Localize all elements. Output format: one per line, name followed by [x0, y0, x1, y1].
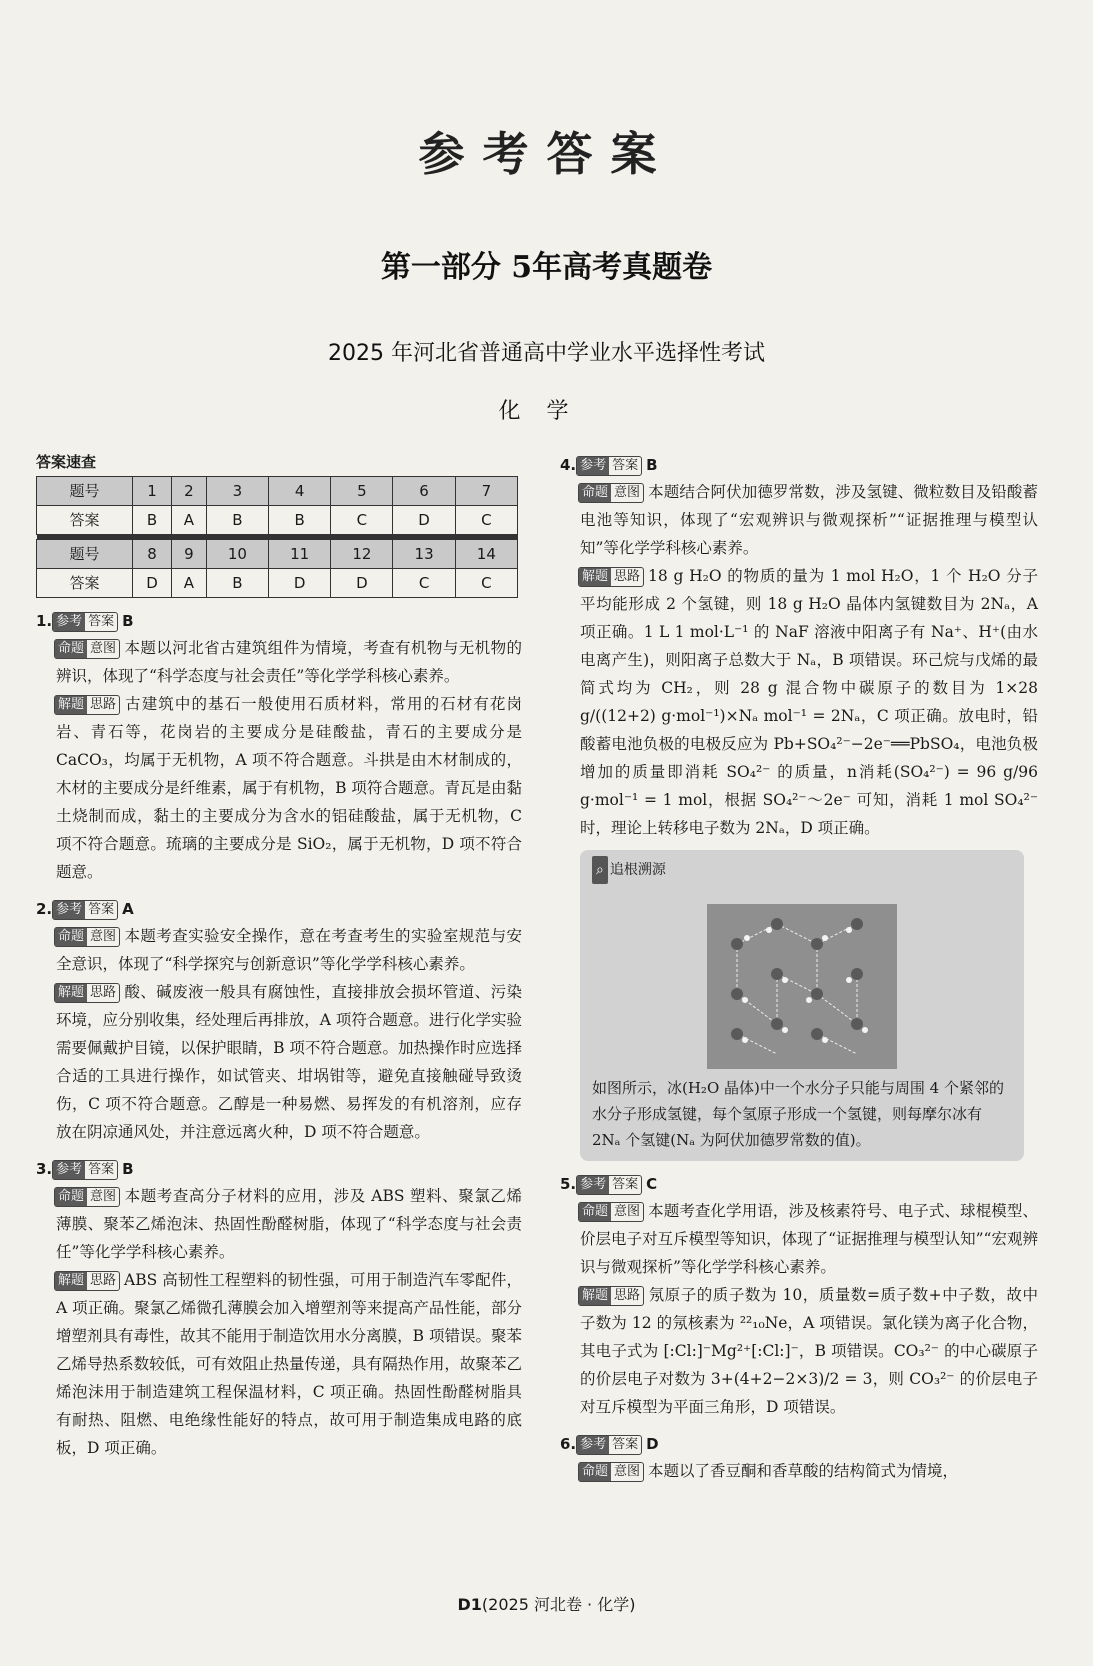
ref-answer-tag: 参考 答案 [52, 1160, 118, 1180]
ref-answer-tag: 参考 答案 [52, 612, 118, 632]
solve-tag: 解题 思路 [578, 1286, 644, 1306]
solve-paragraph: 解题 思路 ABS 高韧性工程塑料的韧性强，可用于制造汽车零配件，A 项正确。聚氯乙烯微孔薄膜会加入增塑剂等来提高产品性能，部分增塑剂具有毒性，故其不能用于制造饮用水分离膜，B 项错误。聚苯乙烯导热系数较低，可有效阻止热量传递，具有隔热作用，故聚苯乙烯泡沫用于制造建筑工程保温材料，C 项正确。热固性酚醛树脂具有耐热、阻燃、电绝缘性能好的特点，故可用于制造集成电路的底板，D 项正确。 [56, 1271, 522, 1457]
solve-tag: 解题 思路 [578, 567, 644, 587]
table-row: 答案 B A B B C D C [37, 506, 518, 535]
intent-paragraph: 命题 意图 本题结合阿伏加德罗常数，涉及氢键、微粒数目及铅酸蓄电池等知识，体现了“宏观辨识与微观探析”“证据推理与模型认知”等化学学科核心素养。 [580, 483, 1038, 557]
intent-paragraph: 命题 意图 本题以河北省古建筑组件为情境，考查有机物与无机物的辨识，体现了“科学态度与社会责任”等化学学科核心素养。 [56, 639, 522, 685]
table-row: 题号 1 2 3 4 5 6 7 [37, 477, 518, 506]
answer-letter: B [122, 1160, 134, 1178]
solve-paragraph: 解题 思路 氖原子的质子数为 10，质量数=质子数+中子数，故中子数为 12 的氖核素为 ²²₁₀Ne，A 项错误。氯化镁为离子化合物，其电子式为 [:Cl:]⁻Mg²⁺[:Cl:]⁻，B 项错误。CO₃²⁻ 的中心碳原子的价层电子对数为 3+(4+2−2×3)/2 = 3，则 CO₃²⁻ 的价层电子对互斥模型为平面三角形，D 项错误。 [580, 1286, 1038, 1416]
answer-letter: A [122, 900, 134, 918]
page-title: 参考答案 [418, 127, 675, 181]
intent-tag: 命题 意图 [578, 1202, 644, 1222]
ref-answer-tag: 参考 答案 [576, 1435, 642, 1455]
answer-speed-heading: 答案速查 [36, 453, 97, 471]
solve-tag: 解题 思路 [54, 695, 120, 715]
question-3: 3. 参考 答案 B 命题 意图 本题考查高分子材料的应用，涉及 ABS 塑料、聚氯乙烯薄膜、聚苯乙烯泡沫、热固性酚醛树脂，体现了“科学态度与社会责任”等化学学科核心素养。 解题 思路 ABS 高韧性工程塑料的韧性强，可用于制造汽车零配件，A 项正确。聚氯乙烯微孔薄膜会加入增塑剂等来提高产品性能，部分增塑剂具有毒性，故其不能用于制造饮用水分离膜，B 项错误。聚苯乙烯导热系数较低，可有效阻止热量传递，具有隔热作用，故聚苯乙烯泡沫用于制造建筑工程保温材料，C 项正确。热固性酚醛树脂具有耐热、阻燃、电绝缘性能好的特点，故可用于制造集成电路的底板，D 项正确。 [36, 1156, 522, 1462]
subject-title: 化学 [498, 399, 595, 424]
left-column [36, 452, 522, 1462]
answer-letter: C [646, 1175, 658, 1193]
right-column [560, 452, 1038, 1485]
ice-crystal-image [707, 904, 897, 1069]
solve-tag: 解题 思路 [54, 983, 120, 1003]
page-code: D1 [457, 1595, 482, 1614]
solve-tag: 解题 思路 [54, 1271, 120, 1291]
answer-letter: B [122, 612, 134, 630]
intent-paragraph: 命题 意图 本题考查化学用语，涉及核素符号、电子式、球棍模型、价层电子对互斥模型等知识，体现了“证据推理与模型认知”“宏观辨识与微观探析”等化学学科核心素养。 [580, 1202, 1038, 1276]
table-row: 题号 8 9 10 11 12 13 14 [37, 540, 518, 569]
trace-text: 如图所示，冰(H₂O 晶体)中一个水分子只能与周围 4 个紧邻的水分子形成氢键，每个氢原子形成一个氢键，则每摩尔冰有 2Nₐ 个氢键(Nₐ 为阿伏加德罗常数的值)。 [592, 1079, 1004, 1149]
ref-answer-tag: 参考 答案 [576, 456, 642, 476]
page-footer [0, 1592, 1093, 1615]
magnifier-icon: ⌕ [592, 856, 608, 884]
exam-title: 2025 年河北省普通高中学业水平选择性考试 [328, 341, 765, 366]
intent-tag: 命题 意图 [54, 927, 120, 947]
question-6: 6. 参考 答案 D 命题 意图 本题以了香豆酮和香草酸的结构简式为情境， [560, 1431, 1038, 1485]
answer-table [36, 476, 518, 598]
trace-box [580, 850, 1024, 1161]
solve-paragraph: 解题 思路 18 g H₂O 的物质的量为 1 mol H₂O，1 个 H₂O 分子平均能形成 2 个氢键，则 18 g H₂O 晶体内氢键数目为 2Nₐ，A 项正确。1 L 1 mol·L⁻¹ 的 NaF 溶液中阳离子有 Na⁺、H⁺(由水电离产生)，则阳离子总数大于 Nₐ，B 项错误。环己烷与戊烯的最简式均为 CH₂，则 28 g 混合物中碳原子的数目为 1×28 g/((12+2) g·mol⁻¹)×Nₐ mol⁻¹ = 2Nₐ，C 项正确。放电时，铅酸蓄电池负极的电极反应为 Pb+SO₄²⁻−2e⁻══PbSO₄，电池负极增加的质量即消耗 SO₄²⁻ 的质量，n消耗(SO₄²⁻) = 96 g/96 g·mol⁻¹ = 1 mol，根据 SO₄²⁻～2e⁻ 可知，消耗 1 mol SO₄²⁻ 时，理论上转移电子数为 2Nₐ，D 项正确。 [580, 567, 1038, 837]
solve-paragraph: 解题 思路 酸、碱废液一般具有腐蚀性，直接排放会损坏管道、污染环境，应分别收集，经处理后再排放，A 项符合题意。进行化学实验需要佩戴护目镜，以保护眼睛，B 项不符合题意。加热操作时应选择合适的工具进行操作，如试管夹、坩埚钳等，避免直接触碰导致烫伤，C 项不符合题意。乙醇是一种易燃、易挥发的有机溶剂，应存放在阴凉通风处，并注意远离火种，D 项不符合题意。 [56, 983, 522, 1141]
question-2: 2. 参考 答案 A 命题 意图 本题考查实验安全操作，意在考查考生的实验室规范与安全意识，体现了“科学探究与创新意识”等化学学科核心素养。 解题 思路 酸、碱废液一般具有腐蚀性，直接排放会损坏管道、污染环境，应分别收集，经处理后再排放，A 项符合题意。进行化学实验需要佩戴护目镜，以保护眼睛，B 项不符合题意。加热操作时应选择合适的工具进行操作，如试管夹、坩埚钳等，避免直接触碰导致烫伤，C 项不符合题意。乙醇是一种易燃、易挥发的有机溶剂，应存放在阴凉通风处，并注意远离火种，D 项不符合题意。 [36, 896, 522, 1146]
trace-heading: ⌕ 追根溯源 [592, 856, 1012, 884]
page-info: (2025 河北卷 · 化学) [481, 1595, 636, 1614]
table-row: 答案 D A B D D C C [37, 569, 518, 598]
answer-letter: D [646, 1435, 659, 1453]
intent-tag: 命题 意图 [578, 1462, 644, 1482]
intent-tag: 命题 意图 [54, 1187, 120, 1207]
question-5: 5. 参考 答案 C 命题 意图 本题考查化学用语，涉及核素符号、电子式、球棍模型、价层电子对互斥模型等知识，体现了“证据推理与模型认知”“宏观辨识与微观探析”等化学学科核心素养。 解题 思路 氖原子的质子数为 10，质量数=质子数+中子数，故中子数为 12 的氖核素为 ²²₁₀Ne，A 项错误。氯化镁为离子化合物，其电子式为 [:Cl:]⁻Mg²⁺[:Cl:]⁻，B 项错误。CO₃²⁻ 的中心碳原子的价层电子对数为 3+(4+2−2×3)/2 = 3，则 CO₃²⁻ 的价层电子对互斥模型为平面三角形，D 项错误。 [560, 1171, 1038, 1421]
answer-letter: B [646, 456, 658, 474]
solve-paragraph: 解题 思路 古建筑中的基石一般使用石质材料，常用的石材有花岗岩、青石等，花岗岩的主要成分是硅酸盐，青石的主要成分是 CaCO₃，均属于无机物，A 项不符合题意。斗拱是由木材制成的，木材的主要成分是纤维素，属于有机物，B 项符合题意。青瓦是由黏土烧制而成，黏土的主要成分为含水的铝硅酸盐，属于无机物，C 项不符合题意。琉璃的主要成分是 SiO₂，属于无机物，D 项不符合题意。 [56, 695, 522, 881]
intent-tag: 命题 意图 [578, 483, 644, 503]
part-title: 第一部分 5年高考真题卷 [380, 250, 713, 285]
ref-answer-tag: 参考 答案 [576, 1175, 642, 1195]
intent-paragraph: 命题 意图 本题考查实验安全操作，意在考查考生的实验室规范与安全意识，体现了“科学探究与创新意识”等化学学科核心素养。 [56, 927, 522, 973]
intent-tag: 命题 意图 [54, 639, 120, 659]
intent-paragraph: 命题 意图 本题考查高分子材料的应用，涉及 ABS 塑料、聚氯乙烯薄膜、聚苯乙烯泡沫、热固性酚醛树脂，体现了“科学态度与社会责任”等化学学科核心素养。 [56, 1187, 522, 1261]
ref-answer-tag: 参考 答案 [52, 900, 118, 920]
question-1: 1. 参考 答案 B 命题 意图 本题以河北省古建筑组件为情境，考查有机物与无机物的辨识，体现了“科学态度与社会责任”等化学学科核心素养。 解题 思路 古建筑中的基石一般使用石质材料，常用的石材有花岗岩、青石等，花岗岩的主要成分是硅酸盐，青石的主要成分是 CaCO₃，均属于无机物，A 项不符合题意。斗拱是由木材制成的，木材的主要成分是纤维素，属于有机物，B 项符合题意。青瓦是由黏土烧制而成，黏土的主要成分为含水的铝硅酸盐，属于无机物，C 项不符合题意。琉璃的主要成分是 SiO₂，属于无机物，D 项不符合题意。 [36, 608, 522, 886]
question-4: 4. 参考 答案 B 命题 意图 本题结合阿伏加德罗常数，涉及氢键、微粒数目及铅酸蓄电池等知识，体现了“宏观辨识与微观探析”“证据推理与模型认知”等化学学科核心素养。 解题 思路 18 g H₂O 的物质的量为 1 mol H₂O，1 个 H₂O 分子平均能形成 2 个氢键，则 18 g H₂O 晶体内氢键数目为 2Nₐ，A 项正确。1 L 1 mol·L⁻¹ 的 NaF 溶液中阳离子有 Na⁺、H⁺(由水电离产生)，则阳离子总数大于 Nₐ，B 项错误。环己烷与戊烯的最简式均为 CH₂，则 28 g 混合物中碳原子的数目为 1×28 g/((12+2) g·mol⁻¹)×Nₐ mol⁻¹ = 2Nₐ，C 项正确。放电时，铅酸蓄电池负极的电极反应为 Pb+SO₄²⁻−2e⁻══PbSO₄，电池负极增加的质量即消耗 SO₄²⁻ 的质量，n消耗(SO₄²⁻) = 96 g/96 g·mol⁻¹ = 1 mol，根据 SO₄²⁻～2e⁻ 可知，消耗 1 mol SO₄²⁻ 时，理论上转移电子数为 2Nₐ，D 项正确。 ⌕ 追根溯源 如图所示，冰(H₂O 晶体)中一个水分子只能与周围 4 个紧邻的水分子形成氢键，每个氢原子形成一个氢键，则每摩尔冰有 2Nₐ 个氢键(Nₐ 为阿伏加德罗常数的值)。 [560, 452, 1038, 1161]
intent-paragraph: 命题 意图 本题以了香豆酮和香草酸的结构简式为情境， [560, 1457, 1038, 1485]
